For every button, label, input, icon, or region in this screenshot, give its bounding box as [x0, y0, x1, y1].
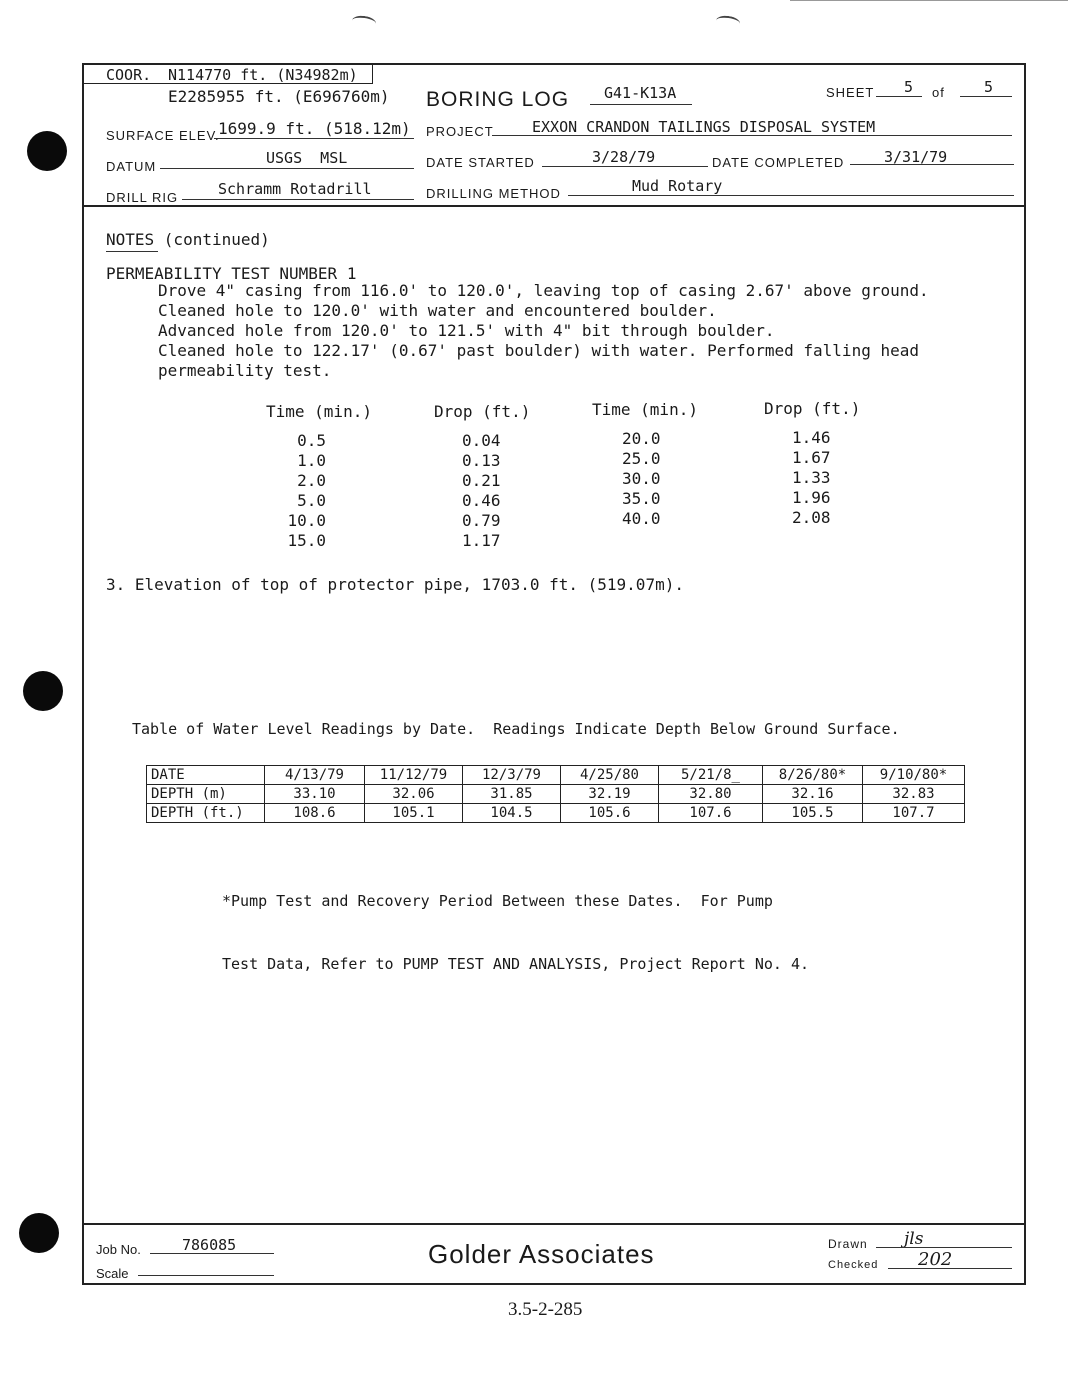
- table-cell: DEPTH (m): [147, 785, 265, 804]
- footnote-line: *Pump Test and Recovery Period Between these Dates. For Pump: [222, 892, 773, 910]
- coor-east: E2285955 ft. (E696760m): [168, 87, 390, 106]
- binder-hole-top: [27, 131, 67, 171]
- job-number: 786085: [182, 1236, 237, 1254]
- perm-value: 35.0: [622, 489, 661, 508]
- perm-col-drop-2: [792, 428, 831, 528]
- drawn-underline: [876, 1247, 1012, 1248]
- perm-value: 2.08: [792, 508, 831, 527]
- binder-hole-middle: [23, 671, 63, 711]
- table-cell: 5/21/8_: [659, 766, 763, 785]
- table-cell: 32.83: [863, 785, 965, 804]
- drill-rig: Schramm Rotadrill: [218, 180, 372, 198]
- table-cell: 105.5: [763, 804, 863, 823]
- drawn-label: Drawn: [828, 1237, 868, 1251]
- perm-value: 1.46: [792, 428, 831, 447]
- perm-header-drop-2: Drop (ft.): [764, 399, 861, 418]
- company-name: Golder Associates: [428, 1239, 655, 1269]
- perm-value: 1.33: [792, 468, 831, 487]
- table-cell: 9/10/80*: [863, 766, 965, 785]
- perm-value: 15.0: [287, 531, 326, 550]
- sheet-label: SHEET: [826, 85, 875, 100]
- table-cell: DATE: [147, 766, 265, 785]
- table-cell: 11/12/79: [365, 766, 463, 785]
- table-cell: 108.6: [265, 804, 365, 823]
- table-cell: 31.85: [463, 785, 561, 804]
- perm-value: 0.79: [462, 511, 501, 530]
- checked-underline: [888, 1268, 1012, 1269]
- datum-underline: [160, 168, 414, 169]
- table-row: [147, 804, 965, 823]
- datum-label: DATUM: [106, 159, 157, 174]
- coor-label: COOR.: [106, 66, 152, 84]
- table-cell: 32.16: [763, 785, 863, 804]
- binder-hole-bottom: [19, 1213, 59, 1253]
- surface-elev-underline: [214, 138, 414, 139]
- table-cell: 105.6: [561, 804, 659, 823]
- table-cell: 104.5: [463, 804, 561, 823]
- date-started-label: DATE STARTED: [426, 155, 535, 170]
- table-cell: 4/25/80: [561, 766, 659, 785]
- sheet-total: 5: [984, 78, 994, 96]
- table-cell: 4/13/79: [265, 766, 365, 785]
- surface-elev: 1699.9 ft. (518.12m): [218, 119, 411, 138]
- sheet-number-underline: [876, 96, 922, 97]
- perm-heading: PERMEABILITY TEST NUMBER 1: [106, 264, 357, 283]
- perm-value: 1.96: [792, 488, 831, 507]
- date-completed: 3/31/79: [884, 148, 948, 166]
- perm-value: 1.67: [792, 448, 831, 467]
- page-number: 3.5-2-285: [508, 1299, 583, 1320]
- perm-col-time-2: [622, 429, 661, 529]
- perm-value: 5.0: [297, 491, 326, 510]
- scan-mark-left: [351, 14, 376, 29]
- job-label: Job No.: [96, 1242, 141, 1257]
- perm-line: Drove 4" casing from 116.0' to 120.0', leaving top of casing 2.67' above ground.: [158, 281, 929, 300]
- project-underline: [492, 135, 1012, 136]
- perm-line: Cleaned hole to 122.17' (0.67' past boulder) with water. Performed falling head: [158, 341, 919, 360]
- project: EXXON CRANDON TAILINGS DISPOSAL SYSTEM: [532, 118, 876, 136]
- perm-value: 0.04: [462, 431, 501, 450]
- drilling-method-underline: [568, 195, 1014, 196]
- header-divider: [82, 205, 1026, 207]
- table-row: [147, 766, 965, 785]
- perm-value: 0.46: [462, 491, 501, 510]
- perm-value: 20.0: [622, 429, 661, 448]
- drilling-method-label: DRILLING METHOD: [426, 186, 561, 201]
- sheet-total-underline: [960, 96, 1012, 97]
- checked-label: Checked: [828, 1259, 879, 1271]
- perm-value: 1.0: [297, 451, 326, 470]
- table-cell: 32.06: [365, 785, 463, 804]
- scan-mark-right: [715, 14, 740, 29]
- page-title: BORING LOG: [426, 88, 570, 111]
- perm-value: 0.21: [462, 471, 501, 490]
- coor-north: N114770 ft. (N34982m): [168, 66, 358, 84]
- perm-line: Cleaned hole to 120.0' with water and encountered boulder.: [158, 301, 717, 320]
- table-row: [147, 785, 965, 804]
- perm-header-time-2: Time (min.): [592, 400, 698, 419]
- perm-value: 10.0: [287, 511, 326, 530]
- notes-heading-underline: [106, 251, 158, 252]
- perm-header-drop-1: Drop (ft.): [434, 402, 531, 421]
- drilling-method: Mud Rotary: [632, 177, 723, 195]
- project-label: PROJECT: [426, 124, 494, 139]
- surface-elev-label: SURFACE ELEV.: [106, 128, 220, 143]
- perm-line: permeability test.: [158, 361, 332, 380]
- date-completed-underline: [850, 164, 1014, 165]
- table-cell: 8/26/80*: [763, 766, 863, 785]
- table-cell: 33.10: [265, 785, 365, 804]
- footnote-line: Test Data, Refer to PUMP TEST AND ANALYSIS, Project Report No. 4.: [222, 955, 809, 973]
- perm-description: [158, 281, 929, 381]
- table-cell: 32.80: [659, 785, 763, 804]
- table-cell: 32.19: [561, 785, 659, 804]
- water-level-caption: Table of Water Level Readings by Date. Readings Indicate Depth Below Ground Surface.: [132, 720, 900, 738]
- perm-value: 25.0: [622, 449, 661, 468]
- perm-value: 2.0: [297, 471, 326, 490]
- table-cell: 105.1: [365, 804, 463, 823]
- boring-id-underline: [590, 104, 692, 105]
- table-cell: 12/3/79: [463, 766, 561, 785]
- table-cell: DEPTH (ft.): [147, 804, 265, 823]
- date-started: 3/28/79: [592, 148, 656, 166]
- perm-value: 40.0: [622, 509, 661, 528]
- drill-rig-label: DRILL RIG: [106, 190, 179, 205]
- checked-by: 202: [918, 1249, 953, 1270]
- sheet-number: 5: [904, 78, 914, 96]
- table-cell: 107.6: [659, 804, 763, 823]
- perm-value: 0.13: [462, 451, 501, 470]
- drawn-by: jls: [904, 1229, 924, 1249]
- perm-value: 1.17: [462, 531, 501, 550]
- scale-underline: [138, 1275, 274, 1276]
- notes-heading: NOTES (continued): [106, 230, 270, 249]
- date-started-underline: [542, 166, 708, 167]
- footer-divider: [82, 1223, 1026, 1225]
- perm-col-time-1: [282, 431, 326, 551]
- water-level-footnote: [222, 849, 809, 996]
- perm-header-time-1: Time (min.): [266, 402, 372, 421]
- table-cell: 107.7: [863, 804, 965, 823]
- perm-col-drop-1: [462, 431, 501, 551]
- sheet-of: of: [932, 85, 945, 100]
- perm-value: 0.5: [297, 431, 326, 450]
- job-number-underline: [150, 1253, 274, 1254]
- note-item-3: 3. Elevation of top of protector pipe, 1703.0 ft. (519.07m).: [106, 575, 684, 594]
- drill-rig-underline: [182, 199, 414, 200]
- water-level-table: [146, 765, 965, 823]
- water-level-table-wrap: [146, 765, 965, 823]
- datum: USGS MSL: [266, 149, 348, 167]
- boring-id: G41-K13A: [604, 84, 677, 102]
- perm-line: Advanced hole from 120.0' to 121.5' with 4" bit through boulder.: [158, 321, 775, 340]
- date-completed-label: DATE COMPLETED: [712, 155, 845, 170]
- scale-label: Scale: [96, 1266, 129, 1281]
- perm-value: 30.0: [622, 469, 661, 488]
